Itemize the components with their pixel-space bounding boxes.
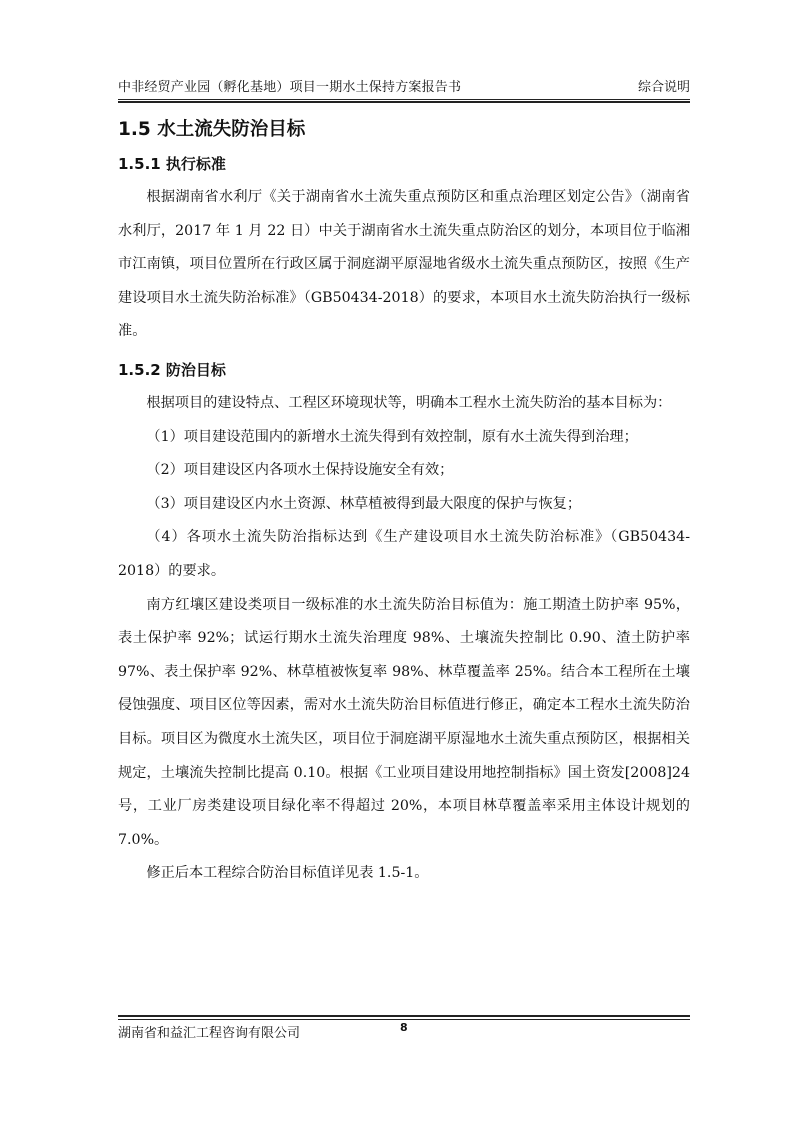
target-item: （4）各项水土流失防治指标达到《生产建设项目水土流失防治标准》（GB50434-2018）的要求。 bbox=[118, 529, 690, 579]
table-reference-paragraph: 修正后本工程综合防治目标值详见表 1.5-1。 bbox=[146, 865, 429, 882]
page-number: 8 bbox=[400, 1021, 408, 1034]
page-header bbox=[118, 76, 690, 98]
subsection-title-targets: 1.5.2 防治目标 bbox=[118, 360, 226, 379]
section-title: 1.5 水土流失防治目标 bbox=[118, 119, 306, 140]
document-body bbox=[118, 112, 690, 891]
header-divider-thin bbox=[118, 99, 690, 100]
footer-divider-thick bbox=[118, 1015, 690, 1017]
target-values-paragraph: 南方红壤区建设类项目一级标准的水土流失防治目标值为：施工期渣土防护率 95%，表土保护率 92%；试运行期水土流失治理度 98%、土壤流失控制比 0.90、渣土防护率 97%、表土保护率 92%、林草植被恢复率 98%、林草覆盖率 25%。结合本工程所在土壤侵蚀强度、项目区位等因素，需对水土流失防治目标值进行修正，确定本工程水土流失防治目标。项目区为微度水土流失区，项目位于洞庭湖平原湿地水土流失重点预防区，根据相关规定，土壤流失控制比提高 0.10。根据《工业项目建设用地控制指标》国土资发[2008]24 号，工业厂房类建设项目绿化率不得超过 20%，本项目林草覆盖率采用主体设计规划的 7.0%。 bbox=[118, 596, 690, 848]
footer-divider-thin bbox=[118, 1019, 690, 1020]
header-document-title: 中非经贸产业园（孵化基地）项目一期水土保持方案报告书 bbox=[118, 80, 462, 95]
footer-company-name: 湖南省和益汇工程咨询有限公司 bbox=[118, 1026, 301, 1041]
header-divider-thick bbox=[118, 101, 690, 103]
target-item: （2）项目建设区内各项水土保持设施安全有效； bbox=[146, 462, 454, 479]
standard-paragraph: 根据湖南省水利厅《关于湖南省水土流失重点预防区和重点治理区划定公告》（湖南省水利厅，2017 年 1 月 22 日）中关于湖南省水土流失重点防治区的划分，本项目位于临湘市江南镇，项目位置所在行政区属于洞庭湖平原湿地省级水土流失重点预防区，按照《生产建设项目水土流失防治标准》（GB50434-2018）的要求，本项目水土流失防治执行一级标准。 bbox=[118, 189, 690, 340]
subsection-title-standard: 1.5.1 执行标准 bbox=[118, 155, 226, 173]
target-item: （3）项目建设区内水土资源、林草植被得到最大限度的保护与恢复； bbox=[146, 495, 582, 512]
targets-intro-paragraph: 根据项目的建设特点、工程区环境现状等，明确本工程水土流失防治的基本目标为： bbox=[146, 394, 672, 411]
target-item: （1）项目建设范围内的新增水土流失得到有效控制，原有水土流失得到治理； bbox=[146, 428, 638, 445]
header-section-label: 综合说明 bbox=[637, 80, 690, 95]
